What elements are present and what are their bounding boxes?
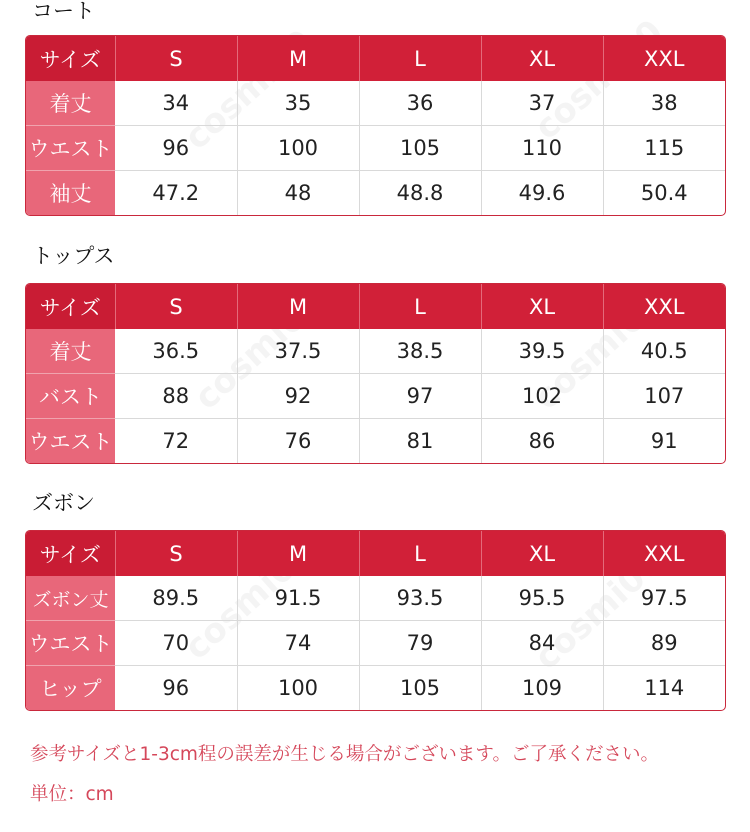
table-row [26,666,725,711]
table-cell: 38.5 [359,329,481,374]
table-cell: 100 [237,126,359,171]
table-cell: 49.6 [481,171,603,216]
header-cell: XXL [603,36,725,81]
header-cell: XL [481,531,603,576]
header-cell: L [359,531,481,576]
table-cell: 88 [115,374,237,419]
row-label: 着丈 [26,329,115,374]
table-cell: 89 [603,621,725,666]
header-cell: L [359,284,481,329]
table-row [26,576,725,621]
table-row [26,126,725,171]
row-label: ヒップ [26,666,115,711]
table-cell: 115 [603,126,725,171]
row-label: ウエスト [26,126,115,171]
section-title-pants: ズボン [32,491,95,515]
row-label: ウエスト [26,621,115,666]
header-cell: M [237,531,359,576]
table-cell: 48 [237,171,359,216]
table-cell: 93.5 [359,576,481,621]
table-header-row [26,531,725,576]
table-cell: 36.5 [115,329,237,374]
table-cell: 105 [359,666,481,711]
table-row [26,374,725,419]
header-cell: XL [481,36,603,81]
table-cell: 89.5 [115,576,237,621]
table-cell: 40.5 [603,329,725,374]
table-cell: 50.4 [640,181,688,205]
table-cell: 39.5 [481,329,603,374]
header-cell: サイズ [26,36,115,81]
table-cell: 110 [481,126,603,171]
table-cell: 34 [115,81,237,126]
table-cell: 70 [115,621,237,666]
header-cell: L [359,36,481,81]
row-label: バスト [26,374,115,419]
row-label: 着丈 [26,81,115,126]
table-cell: 48.8 [359,171,481,216]
header-cell: サイズ [26,284,115,329]
table-cell: 81 [359,419,481,464]
table-cell: 107 [603,374,725,419]
table-cell: 37.5 [237,329,359,374]
table-cell: 91.5 [237,576,359,621]
table-cell: 72 [115,419,237,464]
row-label: ズボン丈 [26,576,115,621]
table-cell: 96 [115,126,237,171]
header-cell: M [237,36,359,81]
row-label: 袖丈 [26,171,115,216]
table-cell: 102 [481,374,603,419]
table-cell: 100 [237,666,359,711]
header-cell: M [237,284,359,329]
unit-note: 単位：cm [30,784,114,805]
header-cell: S [115,284,237,329]
table-row [26,419,725,464]
table-cell: 109 [481,666,603,711]
table-cell: 76 [237,419,359,464]
header-cell: S [115,36,237,81]
table-cell: 92 [237,374,359,419]
row-label: ウエスト [26,419,115,464]
header-cell: XXL [603,284,725,329]
header-cell: XL [481,284,603,329]
table-cell: 47.2 [115,171,237,216]
table-cell: 95.5 [481,576,603,621]
table-row [26,81,725,126]
table-cell: 37 [481,81,603,126]
table-cell: 96 [115,666,237,711]
table-cell: 97 [359,374,481,419]
table-cell: 35 [237,81,359,126]
size-table-pants [25,530,726,711]
table-header-row [26,36,725,81]
table-row [26,171,725,216]
header-cell: S [115,531,237,576]
table-cell: 38 [603,81,725,126]
table-cell: 84 [481,621,603,666]
table-row [26,621,725,666]
size-table-tops [25,283,726,464]
size-table-coat [25,35,726,216]
header-cell: サイズ [26,531,115,576]
table-cell: 36 [359,81,481,126]
table-cell: 114 [644,676,685,700]
table-cell: 105 [359,126,481,171]
table-row [26,329,725,374]
header-cell: XXL [603,531,725,576]
section-title-coat: コート [32,0,95,23]
size-disclaimer: 参考サイズと1-3cm程の誤差が生じる場合がございます。ご了承ください。 [30,744,659,765]
section-title-tops: トップス [32,244,115,268]
table-cell: 74 [237,621,359,666]
table-cell: 97.5 [603,576,725,621]
table-header-row [26,284,725,329]
table-cell: 91 [650,429,678,453]
table-cell: 86 [481,419,603,464]
table-cell: 79 [359,621,481,666]
